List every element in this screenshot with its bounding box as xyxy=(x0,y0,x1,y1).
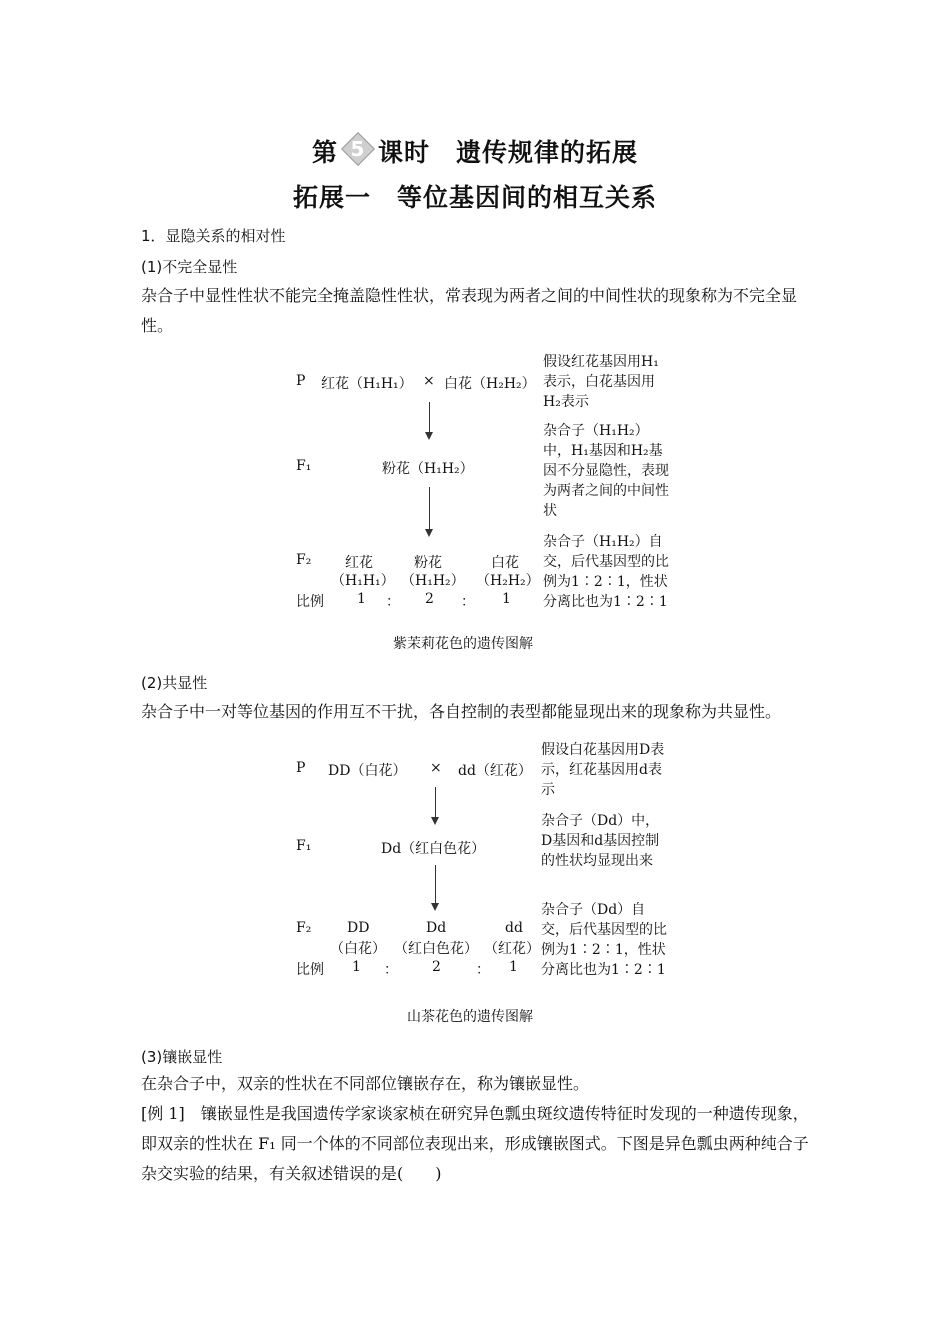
d2-cross: × xyxy=(430,760,442,776)
d1-f1-label: F₁ xyxy=(296,458,312,474)
paragraph-mosaic-dominance: 在杂合子中，双亲的性状在不同部位镶嵌存在，称为镶嵌显性。 xyxy=(141,1074,590,1093)
d1-f2-pheno-1: 红花 xyxy=(345,555,373,571)
d2-f1: Dd（红白色花） xyxy=(381,841,486,857)
d2-colon-1: ： xyxy=(384,962,398,978)
paragraph-incomplete-dominance: 杂合子中显性性状不能完全掩盖隐性性状，常表现为两者之间的中间性状的现象称为不完全显性。 xyxy=(141,286,798,335)
d1-f2-geno-1: （H₁H₁） xyxy=(331,573,395,589)
d2-f2-pheno-1: （白花） xyxy=(330,941,386,957)
d2-f2-geno-3: dd xyxy=(505,920,523,936)
d1-ratio-2: 2 xyxy=(425,591,434,607)
subsection-heading-incomplete: (1)不完全显性 xyxy=(141,258,238,276)
d2-f2-pheno-3: （红花） xyxy=(484,941,540,957)
d1-p-right: 白花（H₂H₂） xyxy=(444,376,536,392)
d1-f2-label: F₂ xyxy=(296,552,312,568)
d1-p-left: 红花（H₁H₁） xyxy=(321,376,413,392)
d2-ratio-label: 比例 xyxy=(296,962,324,978)
d2-note-1: 假设白花基因用D表示，红花基因用d表示 xyxy=(541,742,665,798)
d2-f2-geno-2: Dd xyxy=(426,920,447,936)
d1-p-label: P xyxy=(296,373,306,389)
d2-f1-label: F₁ xyxy=(296,838,312,854)
d2-arrow-1 xyxy=(435,787,436,819)
d2-colon-2: ： xyxy=(476,962,490,978)
subsection-heading-mosaic: (3)镶嵌显性 xyxy=(141,1048,223,1066)
d1-arrow-2 xyxy=(429,487,430,531)
d2-f2-geno-1: DD xyxy=(347,920,370,936)
d1-ratio-3: 1 xyxy=(502,591,511,607)
d1-cross: × xyxy=(423,373,435,389)
d1-colon-1: ： xyxy=(386,594,400,610)
d1-note-3: 杂合子（H₁H₂）自交，后代基因型的比例为1∶2∶1，性状分离比也为1∶2∶1 xyxy=(543,534,669,610)
d1-ratio-1: 1 xyxy=(357,591,366,607)
d1-note-1: 假设红花基因用H₁表示，白花基因用H₂表示 xyxy=(543,354,659,410)
subsection-heading-codominance: (2)共显性 xyxy=(141,674,208,692)
d2-arrow-2 xyxy=(435,865,436,905)
title-prefix: 第 xyxy=(311,138,338,167)
title-suffix: 课时 遗传规律的拓展 xyxy=(378,138,639,167)
d1-ratio-label: 比例 xyxy=(296,594,324,610)
d1-f1: 粉花（H₁H₂） xyxy=(382,461,474,477)
example-text: 镶嵌显性是我国遗传学家谈家桢在研究异色瓢虫斑纹遗传特征时发现的一种遗传现象，即双亲的性状在 F₁ 同一个体的不同部位表现出来，形成镶嵌图式。下图是异色瓢虫两种纯合子杂交实验的结果，有关叙述错误的是( ) xyxy=(141,1104,809,1183)
d1-f2-pheno-2: 粉花 xyxy=(414,555,442,571)
d2-f2-pheno-2: （红白色花） xyxy=(394,941,478,957)
d1-note-2: 杂合子（H₁H₂）中，H₁基因和H₂基因不分显隐性，表现为两者之间的中间性状 xyxy=(543,423,669,519)
d1-f2-geno-2: （H₁H₂） xyxy=(401,573,465,589)
d2-arrowhead-1-icon xyxy=(431,817,439,825)
d1-caption: 紫茉莉花色的遗传图解 xyxy=(393,636,533,652)
d2-ratio-1: 1 xyxy=(352,959,361,975)
page-subtitle: 拓展一 等位基因间的相互关系 xyxy=(292,183,657,212)
d1-f2-pheno-3: 白花 xyxy=(491,555,519,571)
d2-arrowhead-2-icon xyxy=(431,903,439,911)
d1-arrowhead-2-icon xyxy=(425,529,433,537)
section-heading: 1．显隐关系的相对性 xyxy=(141,227,286,245)
lesson-number-badge xyxy=(340,135,376,165)
d1-arrow-1 xyxy=(429,402,430,434)
d1-f2-geno-3: （H₂H₂） xyxy=(476,573,540,589)
d2-f2-label: F₂ xyxy=(296,920,312,936)
d1-colon-2: ： xyxy=(461,594,475,610)
d2-note-2: 杂合子（Dd）中，D基因和d基因控制的性状均显现出来 xyxy=(541,813,660,869)
example-question xyxy=(141,1099,813,1189)
lesson-title xyxy=(0,133,950,169)
lesson-number: 5 xyxy=(350,137,366,161)
d2-ratio-3: 1 xyxy=(509,959,518,975)
paragraph-codominance: 杂合子中一对等位基因的作用互不干扰，各自控制的表型都能显现出来的现象称为共显性。 xyxy=(141,702,782,721)
d2-caption: 山茶花色的遗传图解 xyxy=(407,1009,533,1025)
d1-arrowhead-1-icon xyxy=(425,432,433,440)
d2-ratio-2: 2 xyxy=(432,959,441,975)
d2-p-left: DD（白花） xyxy=(328,763,407,779)
example-tag: [例 1] xyxy=(141,1104,185,1123)
d2-p-label: P xyxy=(296,760,306,776)
d2-p-right: dd（红花） xyxy=(458,763,532,779)
d2-note-3: 杂合子（Dd）自交，后代基因型的比例为1∶2∶1，性状分离比也为1∶2∶1 xyxy=(541,902,667,978)
